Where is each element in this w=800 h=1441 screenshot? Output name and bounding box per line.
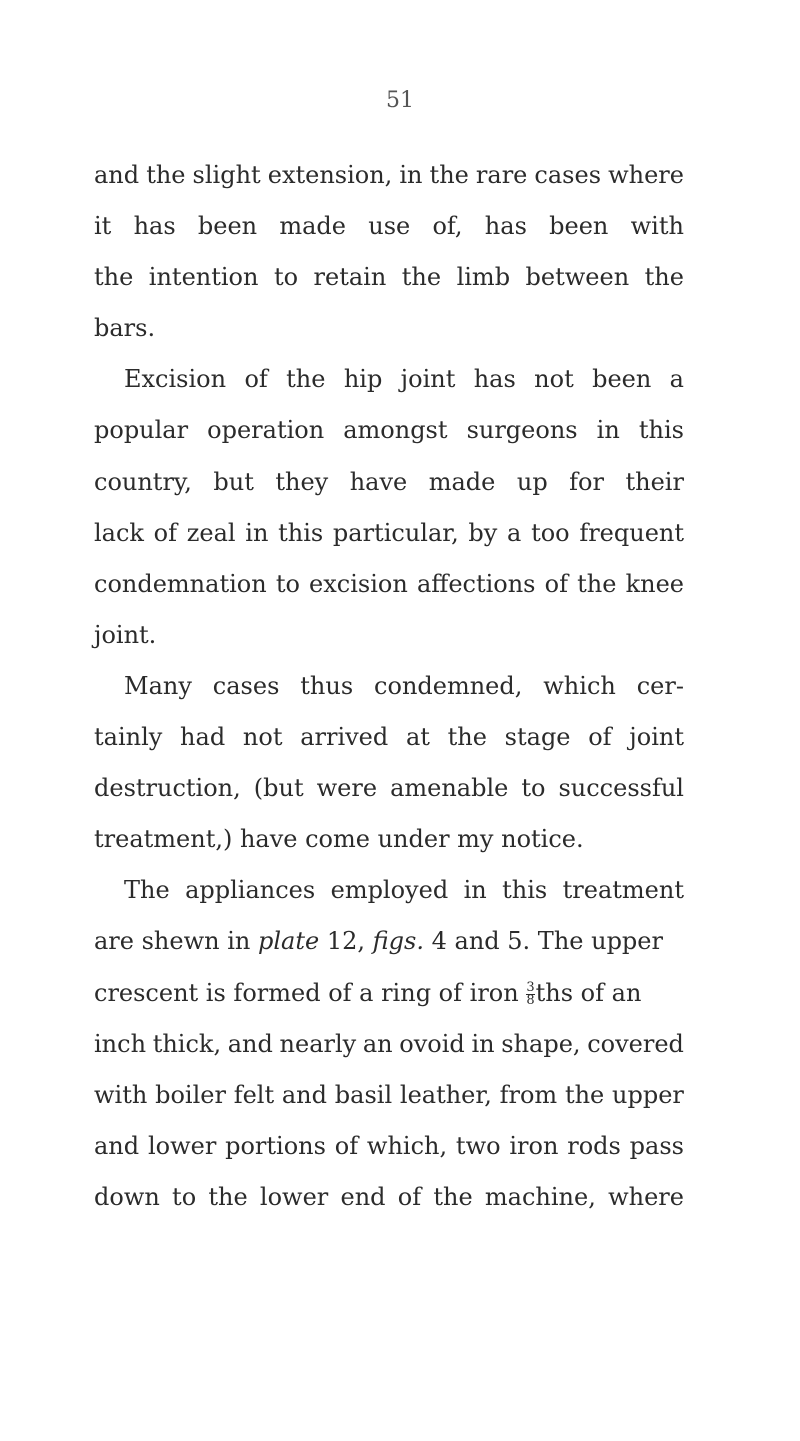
word: had [180,723,226,752]
word: and [281,1080,328,1109]
word: country, [94,467,192,496]
word: this [502,876,548,905]
word: lower [147,1131,217,1160]
word: leather, [399,1080,492,1109]
text-line [94,661,684,712]
word: in [471,1029,495,1058]
body-text [94,150,684,1223]
word: the [286,365,326,394]
word: cases [534,161,602,189]
word: amenable [390,774,509,803]
word: lower [259,1182,329,1211]
word: destruction, [94,774,241,803]
word: this [278,518,324,547]
word: been [549,212,609,241]
text-line [94,405,684,456]
word: by [468,518,498,547]
text-line: crescent is formed of a ring of iron $\frac{3}{8}$ ths of an [94,978,642,1008]
word: it [94,212,112,241]
text-line [94,354,684,405]
word: machine, [484,1182,596,1211]
word: stage [504,723,571,752]
word: which, [366,1131,448,1160]
word: popular [94,416,189,445]
word: cases [212,671,280,700]
word: where [608,161,684,189]
word: an [362,1029,393,1058]
word: the [94,263,134,292]
word: been [592,365,652,394]
word: to [521,774,546,803]
word: slight [192,161,261,189]
word: where [608,1182,684,1211]
word: to [172,1182,197,1211]
word: a [507,518,522,547]
text-line [94,1070,684,1121]
word: the [564,1080,605,1109]
word: a [669,365,684,394]
word: condemned, [374,671,523,700]
word: has [133,212,176,241]
word: the [644,263,684,292]
word: which [543,671,616,700]
word: Many [124,671,192,700]
word: has [484,212,527,241]
word: condemnation [94,569,267,598]
word: the [429,161,469,189]
word: pass [629,1131,684,1160]
word: knee [625,569,684,598]
word: and [94,1131,140,1160]
word: surgeons [466,416,578,445]
text-line [94,201,684,252]
word: too [531,518,570,547]
word: with [630,212,684,241]
word: the [208,1182,248,1211]
word: in [463,876,487,905]
word: (but [253,774,304,803]
word: amongst [343,416,448,445]
word: rods [567,1131,621,1160]
word: appliances [185,876,316,905]
word: in [399,161,423,189]
word: of [244,365,268,394]
word: thick, [152,1029,222,1058]
page-number: 51 [386,88,414,113]
word: frequent [579,518,684,547]
fraction: $\frac{3}{8}$ [526,979,535,1008]
word: the [146,161,186,189]
word: have [349,467,408,496]
word: arrived [300,723,389,752]
text-line [94,763,684,814]
word: operation [207,416,325,445]
word: in [245,518,269,547]
word: particular, [332,518,459,547]
text-line [94,508,684,559]
word: tainly [94,723,163,752]
word: for [569,467,604,496]
word: of [397,1182,422,1211]
word: made [428,467,496,496]
word: of [544,569,568,598]
word: employed [330,876,449,905]
word: of [588,723,612,752]
word: joint [400,365,456,394]
word: made [279,212,346,241]
word: not [534,365,574,394]
word: felt [233,1080,275,1109]
text-line [94,457,684,508]
word: treatment [562,876,684,905]
word: in [596,416,620,445]
word: lack [94,518,144,547]
text-line: treatment,) have come under my notice. [94,825,584,854]
text-line [94,865,684,916]
word: limb [456,263,511,292]
text-line [94,150,684,201]
word: between [525,263,630,292]
word: the [577,569,617,598]
word: covered [587,1029,684,1058]
text-line [94,1019,684,1070]
word: and [227,1029,273,1058]
word: excision [309,569,408,598]
word: at [405,723,430,752]
word: the [433,1182,473,1211]
word: their [625,467,684,496]
figs-reference: figs. [372,927,424,956]
word: cer- [636,671,684,700]
text-line [94,252,684,303]
word: of, [432,212,463,241]
word: The [124,876,170,905]
word: upper [612,1080,684,1109]
text-line: joint. [94,620,157,649]
word: zeal [186,518,236,547]
word: nearly [279,1029,357,1058]
word: basil [334,1080,393,1109]
text-line [94,712,684,763]
text-line: bars. [94,314,156,343]
word: with [94,1080,148,1109]
word: two [455,1131,501,1160]
word: intention [148,263,259,292]
word: and [94,161,140,189]
word: successful [558,774,684,803]
word: iron [509,1131,559,1160]
plate-reference: plate [258,927,320,956]
text-line [94,559,684,610]
text-line: are shewn in plate 12, figs. 4 and 5. The upper [94,927,663,956]
word: portions [225,1131,326,1160]
word: up [516,467,548,496]
word: been [197,212,258,241]
word: inch [94,1029,147,1058]
word: end [340,1182,386,1211]
word: down [94,1182,160,1211]
word: to [273,263,299,292]
word: ovoid [399,1029,465,1058]
word: were [316,774,378,803]
word: the [401,263,442,292]
word: has [473,365,516,394]
text-line [94,1121,684,1172]
word: of [334,1131,359,1160]
word: shape, [501,1029,581,1058]
word: extension, [267,161,393,189]
word: from [499,1080,558,1109]
word: retain [313,263,387,292]
word: Excision [124,365,227,394]
word: rare [475,161,528,189]
word: to [275,569,300,598]
word: use [368,212,411,241]
word: they [275,467,329,496]
word: affections [416,569,536,598]
word: of [153,518,178,547]
word: hip [343,365,383,394]
word: this [638,416,684,445]
text-line [94,1172,684,1223]
word: but [213,467,254,496]
word: not [242,723,283,752]
word: joint [629,723,684,752]
word: boiler [155,1080,226,1109]
word: thus [300,671,354,700]
word: the [447,723,487,752]
